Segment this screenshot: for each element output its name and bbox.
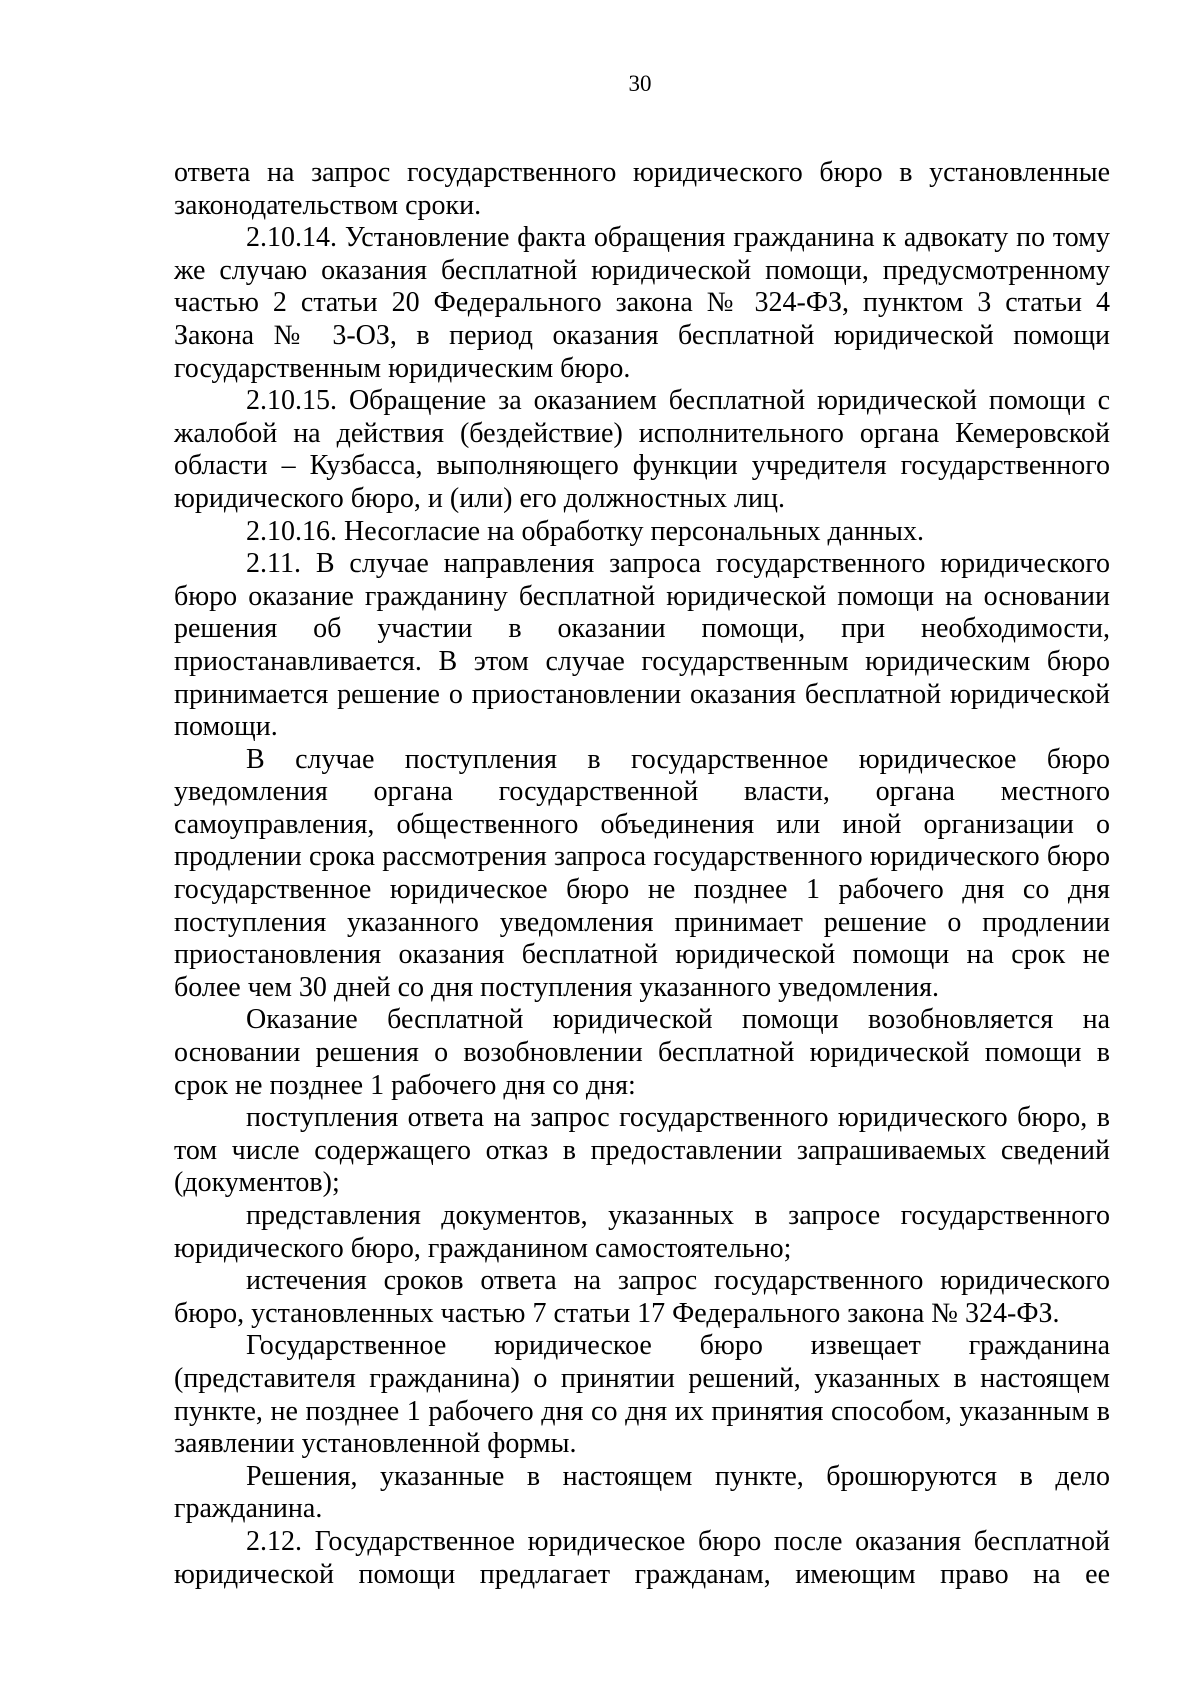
paragraph-continuation: ответа на запрос государственного юридического бюро в установленные законодательством сроки. <box>174 157 1110 221</box>
paragraph-2-10-15: 2.10.15. Обращение за оказанием бесплатной юридической помощи с жалобой на действия (бездействие) исполнительного органа Кемеровской области – Кузбасса, выполняющего функции учредителя государственного юридического бюро, и (или) его должностных лиц. <box>174 385 1110 514</box>
paragraph-2-12: 2.12. Государственное юридическое бюро после оказания бесплатной юридической помощи предлагает гражданам, имеющим право на ее <box>174 1525 1110 1590</box>
paragraph-2-10-16: 2.10.16. Несогласие на обработку персональных данных. <box>246 515 924 547</box>
paragraph-decisions-filed: Решения, указанные в настоящем пункте, брошюруются в дело гражданина. <box>174 1460 1110 1525</box>
paragraph-resumption-case-3: истечения сроков ответа на запрос государственного юридического бюро, установленных частью 7 статьи 17 Федерального закона № 324-ФЗ. <box>174 1265 1110 1329</box>
page-number: 30 <box>628 71 652 96</box>
paragraph-2-10-14: 2.10.14. Установление факта обращения гражданина к адвокату по тому же случаю оказания бесплатной юридической помощи, предусмотренному частью 2 статьи 20 Федерального закона № 324-ФЗ, пунктом 3 статьи 4 Закона № 3-ОЗ, в период оказания бесплатной юридической помощи государственным юридическим бюро. <box>174 222 1110 384</box>
document-body <box>174 157 1110 1591</box>
paragraph-extension-notice: В случае поступления в государственное юридическое бюро уведомления органа государственной власти, органа местного самоуправления, общественного объединения или иной организации о продлении срока рассмотрения запроса государственного юридического бюро государственное юридическое бюро не позднее 1 рабочего дня со дня поступления указанного уведомления принимает решение о продлении приостановления оказания бесплатной юридической помощи на срок не более чем 30 дней со дня поступления указанного уведомления. <box>174 743 1110 1003</box>
paragraph-resumption-case-2: представления документов, указанных в запросе государственного юридического бюро, гражданином самостоятельно; <box>174 1200 1110 1264</box>
paragraph-notification: Государственное юридическое бюро извещает гражданина (представителя гражданина) о принятии решений, указанных в настоящем пункте, не позднее 1 рабочего дня со дня их принятия способом, указанным в заявлении установленной формы. <box>174 1330 1110 1460</box>
paragraph-resumption: Оказание бесплатной юридической помощи возобновляется на основании решения о возобновлении бесплатной юридической помощи в срок не позднее 1 рабочего дня со дня: <box>174 1004 1110 1101</box>
paragraph-resumption-case-1: поступления ответа на запрос государственного юридического бюро, в том числе содержащего отказ в предоставлении запрашиваемых сведений (документов); <box>174 1102 1110 1199</box>
paragraph-2-11: 2.11. В случае направления запроса государственного юридического бюро оказание гражданину бесплатной юридической помощи на основании решения об участии в оказании помощи, при необходимости, приостанавливается. В этом случае государственным юридическим бюро принимается решение о приостановлении оказания бесплатной юридической помощи. <box>174 548 1110 743</box>
